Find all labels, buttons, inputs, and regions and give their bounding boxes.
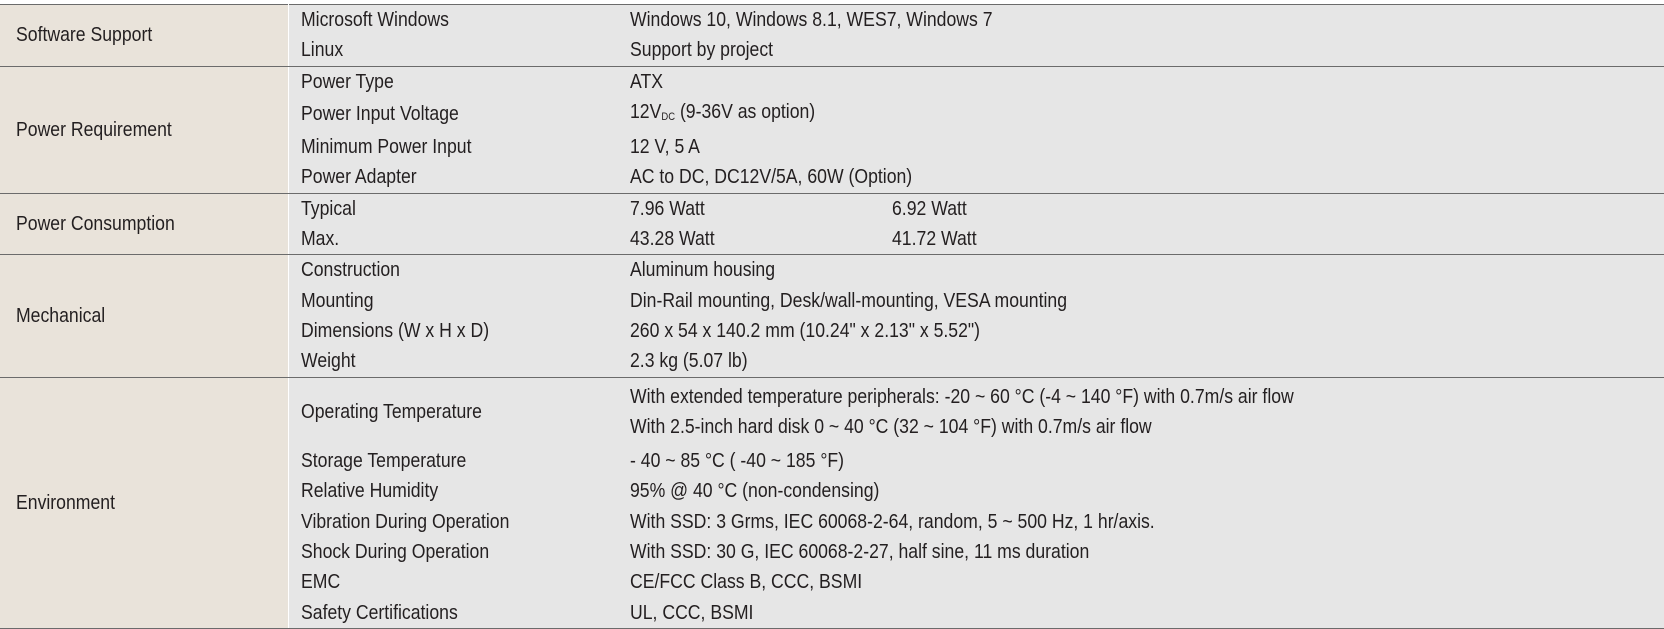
spec-table: [0, 4, 1664, 629]
spec-item: Relative Humidity: [288, 476, 618, 506]
spec-value: Aluminum housing: [618, 255, 1664, 286]
spec-value-2: 41.72 Watt: [880, 224, 1664, 255]
spec-value: [618, 377, 1664, 446]
spec-item: Safety Certifications: [288, 598, 618, 629]
spec-value: Support by project: [618, 35, 1664, 66]
spec-item: Mounting: [288, 286, 618, 316]
category-mechanical: Mechanical: [0, 255, 288, 377]
category-power-requirement: Power Requirement: [0, 66, 288, 193]
table-row: [0, 193, 1664, 224]
spec-item: Vibration During Operation: [288, 507, 618, 537]
spec-item: Typical: [288, 193, 618, 224]
table-row: [0, 5, 1664, 36]
spec-value-2: 6.92 Watt: [880, 193, 1664, 224]
spec-value: 43.28 Watt: [618, 224, 880, 255]
spec-item: Weight: [288, 346, 618, 377]
spec-item: Dimensions (W x H x D): [288, 316, 618, 346]
table-row: [0, 255, 1664, 286]
spec-value: CE/FCC Class B, CCC, BSMI: [618, 567, 1664, 597]
spec-value: 12 V, 5 A: [618, 132, 1664, 162]
value-line-1: With extended temperature peripherals: -20 ~ 60 °C (-4 ~ 140 °F) with 0.7m/s air flow: [630, 384, 1294, 408]
spec-value: Windows 10, Windows 8.1, WES7, Windows 7: [618, 5, 1664, 36]
spec-value: With SSD: 30 G, IEC 60068-2-27, half sine, 11 ms duration: [618, 537, 1664, 567]
spec-item: Power Input Voltage: [288, 97, 618, 132]
spec-value: Din-Rail mounting, Desk/wall-mounting, VESA mounting: [618, 286, 1664, 316]
spec-value: 260 x 54 x 140.2 mm (10.24" x 2.13" x 5.52"): [618, 316, 1664, 346]
spec-value: 7.96 Watt: [618, 193, 880, 224]
spec-value: ATX: [618, 66, 1664, 97]
spec-item: Microsoft Windows: [288, 5, 618, 36]
table-row: [0, 377, 1664, 446]
spec-value: - 40 ~ 85 °C ( -40 ~ 185 °F): [618, 446, 1664, 476]
spec-item: Linux: [288, 35, 618, 66]
spec-item: Shock During Operation: [288, 537, 618, 567]
category-software-support: Software Support: [0, 5, 288, 67]
spec-value: With SSD: 3 Grms, IEC 60068-2-64, random, 5 ~ 500 Hz, 1 hr/axis.: [618, 507, 1664, 537]
category-power-consumption: Power Consumption: [0, 193, 288, 255]
spec-value: UL, CCC, BSMI: [618, 598, 1664, 629]
spec-value: [618, 97, 1664, 132]
spec-item: Construction: [288, 255, 618, 286]
value-line-2: With 2.5-inch hard disk 0 ~ 40 °C (32 ~ 104 °F) with 0.7m/s air flow: [630, 414, 1152, 438]
table-row: [0, 66, 1664, 97]
spec-item: Power Adapter: [288, 162, 618, 193]
dc-subscript: DC: [661, 110, 676, 123]
spec-item: EMC: [288, 567, 618, 597]
category-environment: Environment: [0, 377, 288, 628]
spec-value: 95% @ 40 °C (non-condensing): [618, 476, 1664, 506]
spec-value: AC to DC, DC12V/5A, 60W (Option): [618, 162, 1664, 193]
spec-item: Max.: [288, 224, 618, 255]
voltage-option: (9-36V as option): [675, 99, 816, 123]
spec-item: Minimum Power Input: [288, 132, 618, 162]
spec-value: 2.3 kg (5.07 lb): [618, 346, 1664, 377]
spec-item: Power Type: [288, 66, 618, 97]
voltage-value: 12V: [630, 99, 662, 123]
spec-item: Operating Temperature: [288, 377, 618, 446]
spec-item: Storage Temperature: [288, 446, 618, 476]
